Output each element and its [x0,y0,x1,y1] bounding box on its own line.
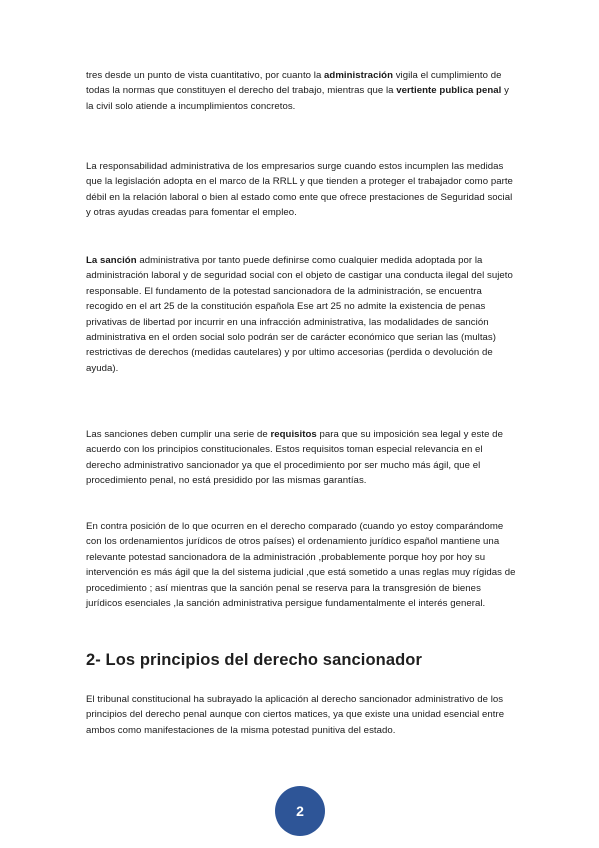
p4-bold-requisitos: requisitos [270,429,317,440]
p3-text-1: administrativa por tanto puede definirse como cualquier medida adoptada por la administración laboral y de seguridad social con el objeto de castigar una conducta ilegal del sujeto responsable. El fundamento de la potestad sancionadora de la administración, se encuentra recogido en el art 25 de la constitución española Ese art 25 no admite la existencia de penas privativas de libertad por incurrir en una infracción administrativa, las modalidades de sanción administrativa en el orden social solo podrán ser de carácter económico que serian las (multas) restrictivas de derechos (medidas cautelares) y por ultimo accesorias (perdida o devolución de ayuda). [86,255,513,374]
p1-bold-vertiente: vertiente publica penal [396,85,502,97]
section-heading: 2- Los principios del derecho sancionador [86,651,423,669]
p4-text-1: Las sanciones deben cumplir una serie de [86,429,271,440]
paragraph-1 [86,68,516,114]
p1-text-3: y la civil solo atiende a incumplimientos concretos. [86,85,509,112]
page-number-badge: 2 [275,786,325,836]
p1-text-1: tres desde un punto de vista cuantitativo, por cuanto la [86,70,325,81]
paragraph-2: La responsabilidad administrativa de los empresarios surge cuando estos incumplen las medidas que la legislación adopta en el marco de la RRLL y que tienden a proteger el trabajador como parte débil en la relación laboral o bien al estado como ente que ofrece prestaciones de Seguridad social y otras ayudas creadas para fomentar el empleo. [86,161,513,219]
p1-bold-administracion: administración [324,70,393,81]
paragraph-5: En contra posición de lo que ocurren en el derecho comparado (cuando yo estoy comparándome con los ordenamientos jurídicos de otros países) el ordenamiento jurídico español mantiene una relevante potestad sancionadora de la administración ,probablemente porque hoy por hoy su intervención es más ágil que la del sistema judicial ,que está sometido a unas reglas muy rígidas de procedimiento ; así mientras que la sanción penal se reserva para la transgresión de bienes jurídicos esenciales ,la sanción administrativa persigue fundamentalmente el interés general. [86,521,516,610]
paragraph-3 [86,253,516,376]
paragraph-6: El tribunal constitucional ha subrayado la aplicación al derecho sancionador administrativo de los principios del derecho penal aunque con ciertos matices, ya que existe una unidad esencial entre ambos como manifestaciones de la misma potestad punitiva del estado. [86,694,505,736]
p4-text-2: para que su imposición sea legal y este de acuerdo con los principios constitucionales. Estos requisitos toman especial relevancia en el derecho administrativo sancionador ya que el procedimiento por ser mucho más ágil, que el procedimiento penal, no está presidido por las mismas garantías. [86,429,503,487]
p3-bold-la-sancion: La sanción [86,255,137,266]
paragraph-4 [86,427,516,489]
p1-text-2: vigila el cumplimiento de todas la normas que constituyen el derecho del trabajo, mientras que la [86,70,502,97]
